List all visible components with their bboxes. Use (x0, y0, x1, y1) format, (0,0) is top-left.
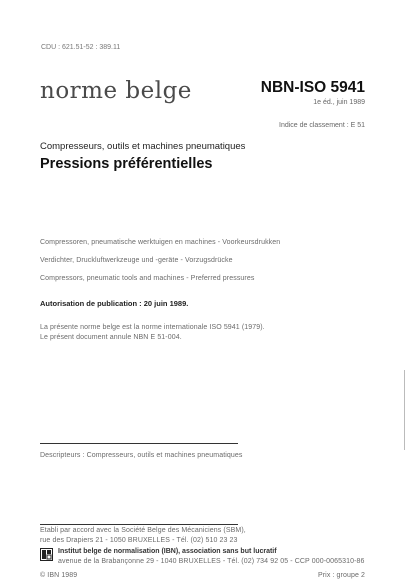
body-text-line: Le présent document annule NBN E 51-004. (40, 334, 182, 341)
standard-number: NBN-ISO 5941 (260, 79, 365, 96)
divider (40, 443, 238, 444)
institute-address: avenue de la Brabançonne 29 - 1040 BRUXELLES - Tél. (02) 734 92 05 - CCP 000-0065310-86 (58, 558, 365, 565)
body-text-line: La présente norme belge est la norme internationale ISO 5941 (1979). (40, 324, 265, 331)
brand-title: norme belge (40, 78, 192, 104)
copyright: © IBN 1989 (40, 572, 78, 579)
title-english: Compressors, pneumatic tools and machines - Preferred pressures (40, 275, 255, 282)
edition-date: 1e éd., juin 1989 (313, 99, 365, 106)
divider (40, 524, 238, 525)
title-german: Verdichter, Druckluftwerkzeuge und -geräte - Vorzugsdrücke (40, 257, 233, 264)
descriptors: Descripteurs : Compresseurs, outils et machines pneumatiques (40, 452, 243, 459)
publisher-line: Etabli par accord avec la Société Belge des Mécaniciens (SBM), (40, 527, 246, 534)
scan-artifact (404, 370, 405, 450)
cdu-code: CDU : 621.51-52 : 389.11 (41, 44, 121, 51)
ibn-logo-icon (40, 548, 53, 561)
classification-index: Indice de classement : E 51 (279, 122, 365, 129)
institute-name: Institut belge de normalisation (IBN), association sans but lucratif (58, 548, 277, 555)
price-group: Prix : groupe 2 (317, 572, 365, 579)
publication-authorization: Autorisation de publication : 20 juin 1989. (40, 299, 189, 308)
document-title: Pressions préférentielles (40, 156, 213, 172)
title-dutch: Compressoren, pneumatische werktuigen en machines - Voorkeursdrukken (40, 239, 281, 246)
publisher-address: rue des Drapiers 21 - 1050 BRUXELLES - Tél. (02) 510 23 23 (40, 537, 238, 544)
document-subtitle: Compresseurs, outils et machines pneumatiques (40, 141, 246, 152)
